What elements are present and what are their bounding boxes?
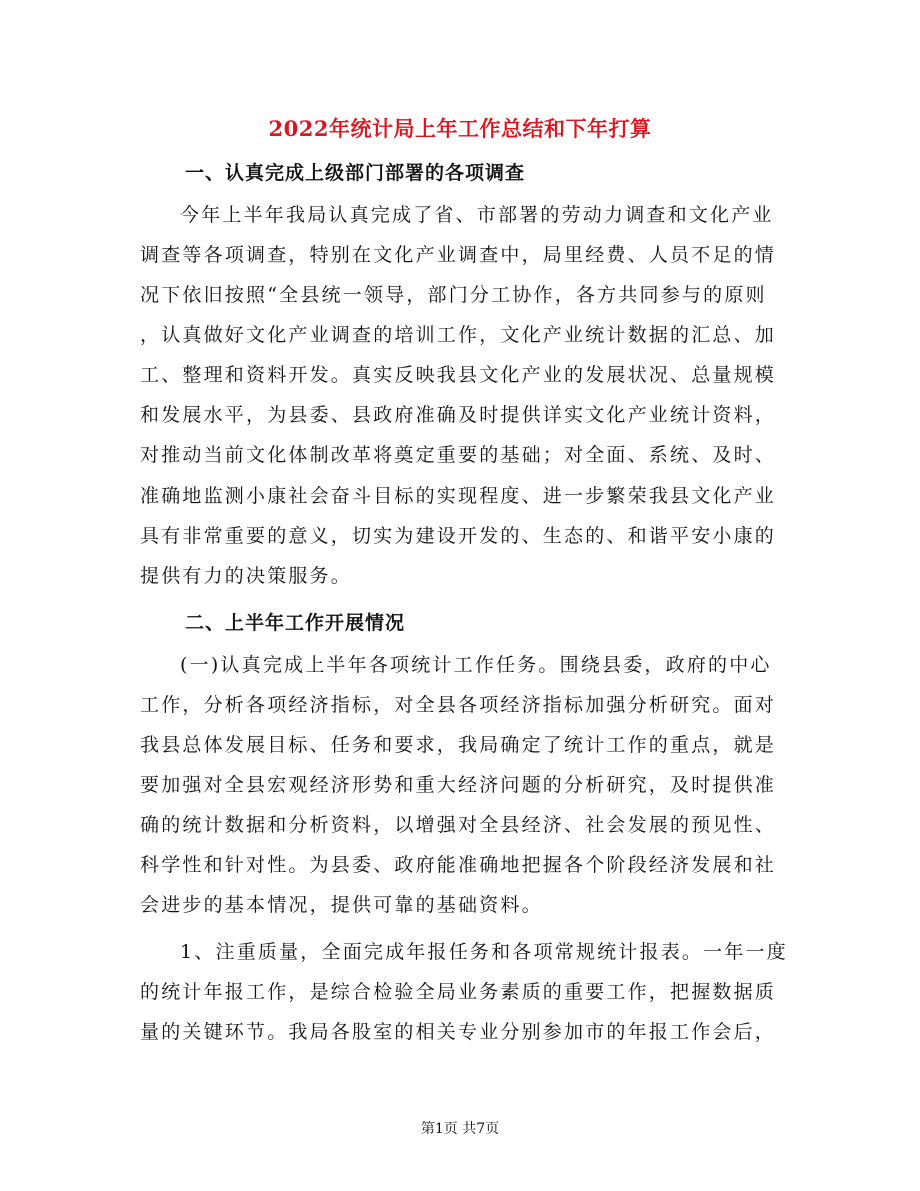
paragraph-line: 调查等各项调查，特别在文化产业调查中，局里经费、人员不足的情: [140, 244, 777, 266]
paragraph-line: 工、整理和资料开发。真实反映我县文化产业的发展状况、总量规模: [140, 364, 777, 386]
paragraph-line: 况下依旧按照“全县统一领导，部门分工协作，各方共同参与的原则: [140, 284, 767, 306]
paragraph-line: 我县总体发展目标、任务和要求，我局确定了统计工作的重点，就是: [140, 734, 777, 756]
paragraph-line: 对推动当前文化体制改革将奠定重要的基础；对全面、系统、及时、: [140, 444, 777, 466]
paragraph-line: ，认真做好文化产业调查的培训工作，文化产业统计数据的汇总、加: [140, 324, 777, 346]
document-title: 2022年统计局上年工作总结和下年打算: [268, 116, 652, 141]
section-heading-1: 一、认真完成上级部门部署的各项调查: [185, 162, 526, 184]
paragraph-line: 具有非常重要的意义，切实为建设开发的、生态的、和谐平安小康的: [140, 525, 777, 547]
paragraph-line: 的统计年报工作，是综合检验全局业务素质的重要工作，把握数据质: [140, 981, 777, 1003]
paragraph-line: 工作，分析各项经济指标，对全县各项经济指标加强分析研究。面对: [140, 694, 777, 716]
paragraph-line: 量的关键环节。我局各股室的相关专业分别参加市的年报工作会后，: [140, 1021, 777, 1043]
paragraph-line: (一)认真完成上半年各项统计工作任务。围绕县委，政府的中心: [180, 654, 772, 676]
paragraph-line: 科学性和针对性。为县委、政府能准确地把握各个阶段经济发展和社: [140, 854, 777, 876]
paragraph-line: 1、注重质量，全面完成年报任务和各项常规统计报表。一年一度: [180, 941, 788, 963]
paragraph-line: 准确地监测小康社会奋斗目标的实现程度、进一步繁荣我县文化产业: [140, 485, 777, 507]
paragraph-line: 和发展水平，为县委、县政府准确及时提供详实文化产业统计资料，: [140, 404, 777, 426]
paragraph-line: 今年上半年我局认真完成了省、市部署的劳动力调查和文化产业: [180, 204, 774, 226]
page-number: 第1页 共7页: [420, 1121, 500, 1137]
paragraph-line: 要加强对全县宏观经济形势和重大经济问题的分析研究，及时提供准: [140, 774, 777, 796]
paragraph-line: 会进步的基本情况，提供可靠的基础资料。: [140, 894, 543, 916]
section-heading-2: 二、上半年工作开展情况: [185, 612, 406, 634]
paragraph-line: 确的统计数据和分析资料，以增强对全县经济、社会发展的预见性、: [140, 814, 777, 836]
paragraph-line: 提供有力的决策服务。: [140, 565, 353, 587]
